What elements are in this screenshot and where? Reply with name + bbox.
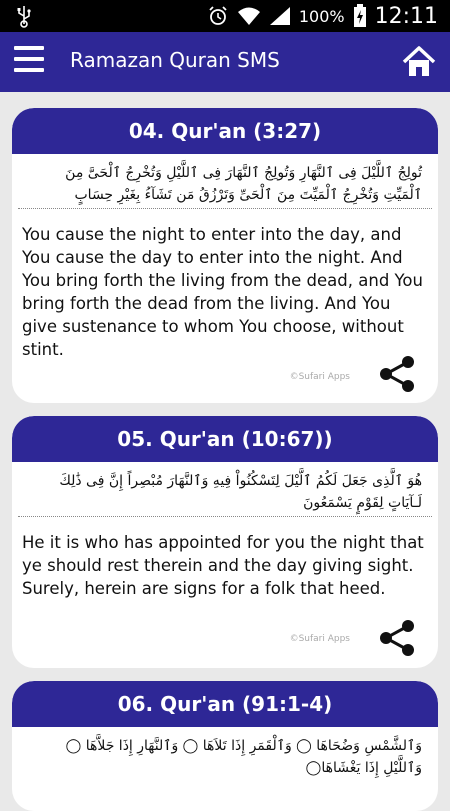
home-icon[interactable] <box>402 45 436 79</box>
battery-percent: 100% <box>298 6 345 26</box>
card-title: 05. Qur'an (10:67)) <box>12 416 438 462</box>
arabic-text: تُولِجُ ٱللَّيْلَ فِى ٱلنَّهَارِ وَتُولِجُ ٱلنَّهَارَ فِى ٱللَّيْلِ وَتُخْرِجُ ٱلْحَىَّ مِنَ ٱلْمَيِّتِ وَتُخْرِجُ ٱلْمَيِّتَ مِنَ ٱلْحَىِّ وَتَرْزُقُ مَن تَشَآءُ بِغَيْرِ حِسَابٍ <box>18 158 432 209</box>
credit-text: ©Sufari Apps <box>289 634 350 644</box>
clock: 12:11 <box>374 3 438 29</box>
alarm-icon <box>207 5 229 27</box>
verse-card <box>12 108 438 403</box>
arabic-text: هُوَ ٱلَّذِى جَعَلَ لَكُمُ ٱلَّيْلَ لِتَسْكُنُواْ فِيهِ وَٱلنَّهَارَ مُبْصِراً إِنَّ فِى ذَٰلِكَ لَـآيَاتٍ لِقَوْمٍ يَسْمَعُونَ <box>18 466 432 517</box>
credit-text: ©Sufari Apps <box>289 372 350 382</box>
arabic-text: وَٱلشَّمْسِ وَضُحَاهَا ◯ وَٱلْقَمَرِ إِذَا تَلاَهَا ◯ وَٱلنَّهَارِ إِذَا جَلاَّهَا ◯ وَٱللَّيْلِ إِذَا يَغْشَاهَا◯ <box>65 738 422 776</box>
share-icon[interactable] <box>378 354 416 394</box>
usb-icon <box>16 4 32 28</box>
verse-card <box>12 416 438 668</box>
status-bar <box>0 0 450 32</box>
menu-icon[interactable] <box>14 46 44 78</box>
share-icon[interactable] <box>378 618 416 658</box>
english-translation: He it is who has appointed for you the night that ye should rest therein and the day giving sight. Surely, herein are signs for a folk that heed. <box>22 533 424 598</box>
app-title: Ramazan Quran SMS <box>70 48 280 72</box>
signal-icon <box>269 6 291 26</box>
app-bar <box>0 32 450 92</box>
verse-card <box>12 681 438 811</box>
card-title: 04. Qur'an (3:27) <box>12 108 438 154</box>
card-title: 06. Qur'an (91:1-4) <box>12 681 438 727</box>
battery-charging-icon <box>353 4 367 28</box>
english-translation: You cause the night to enter into the day, and You cause the day to enter into the night. And You bring forth the living from the dead, and You bring forth the dead from the living. And You give sustenance to whom You choose, without stint. <box>22 225 423 359</box>
wifi-icon <box>237 6 261 26</box>
